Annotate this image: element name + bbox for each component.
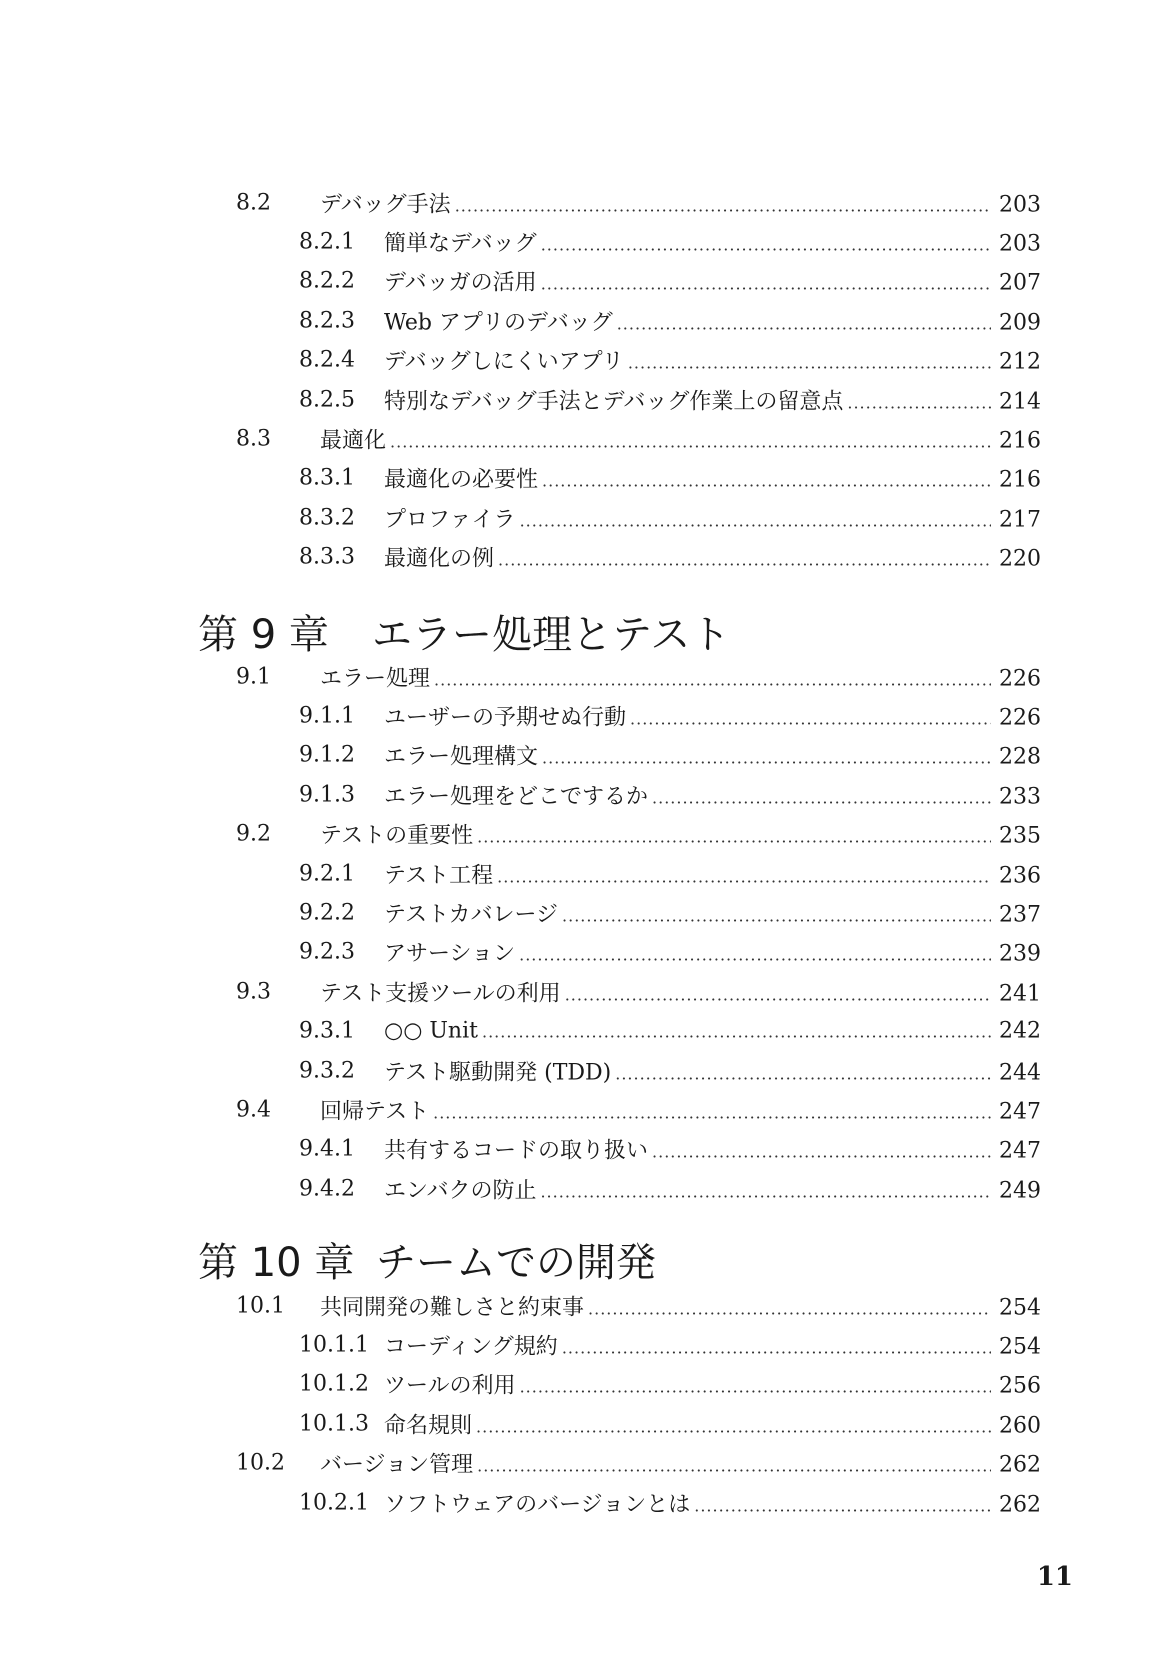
entry-title: 特別なデバッグ手法とデバッグ作業上の留意点 — [384, 389, 844, 415]
dot-leader — [588, 1299, 991, 1318]
dot-leader — [628, 354, 991, 373]
toc-entry[interactable] — [0, 459, 1165, 498]
entry-title: テストカバレージ — [384, 902, 559, 928]
chapter-heading-9[interactable] — [198, 606, 730, 656]
page-number: 11 — [1036, 1562, 1073, 1592]
entry-title: エンバクの防止 — [384, 1178, 537, 1204]
entry-number: 9.2.3 — [299, 939, 355, 965]
entry-page: 216 — [999, 467, 1041, 493]
entry-page: 260 — [999, 1413, 1041, 1439]
toc-entry[interactable] — [0, 893, 1165, 932]
entry-page: 262 — [999, 1452, 1041, 1478]
entry-title: ソフトウェアのバージョンとは — [384, 1492, 691, 1518]
entry-number: 10.1.2 — [299, 1371, 369, 1397]
entry-page: 220 — [999, 546, 1041, 572]
entry-number: 8.2 — [236, 190, 271, 216]
dot-leader — [482, 1023, 991, 1042]
chapter-number: 第 9 章 — [198, 611, 329, 658]
entry-page: 256 — [999, 1373, 1041, 1399]
entry-page: 254 — [999, 1334, 1041, 1360]
entry-title: 命名規則 — [384, 1413, 473, 1439]
dot-leader — [434, 670, 991, 689]
dot-leader — [694, 1496, 991, 1515]
dot-leader — [847, 393, 991, 412]
entry-number: 8.2.4 — [299, 347, 355, 373]
entry-title: 共有するコードの取り扱い — [384, 1138, 649, 1164]
toc-entry[interactable] — [0, 815, 1165, 854]
entry-title: テスト駆動開発 (TDD) — [384, 1060, 612, 1086]
dot-leader — [630, 710, 991, 729]
entry-number: 9.1 — [236, 664, 271, 690]
toc-entry[interactable] — [0, 1051, 1165, 1090]
entry-page: 212 — [999, 349, 1041, 375]
entry-page: 226 — [999, 666, 1041, 692]
entry-page: 228 — [999, 744, 1041, 770]
entry-page: 217 — [999, 507, 1041, 533]
dot-leader — [477, 1457, 991, 1476]
dot-leader — [541, 236, 991, 255]
dot-leader — [497, 867, 991, 886]
entry-title: デバッグ手法 — [320, 192, 451, 218]
entry-page: 247 — [999, 1138, 1041, 1164]
toc-entry[interactable] — [0, 222, 1165, 261]
toc-entry[interactable] — [0, 341, 1165, 380]
entry-title: デバッグしにくいアプリ — [384, 349, 624, 375]
entry-number: 9.4.2 — [299, 1176, 355, 1202]
entry-number: 10.1.1 — [299, 1332, 369, 1358]
entry-title: 回帰テスト — [320, 1099, 430, 1125]
toc-entry[interactable] — [0, 854, 1165, 893]
dot-leader — [615, 1064, 991, 1083]
entry-number: 10.2.1 — [299, 1490, 369, 1516]
entry-number: 9.4 — [236, 1097, 271, 1123]
dot-leader — [477, 828, 991, 847]
entry-title: プロファイラ — [384, 507, 516, 533]
entry-number: 8.2.3 — [299, 308, 355, 334]
entry-page: 242 — [999, 1018, 1041, 1044]
entry-page: 247 — [999, 1099, 1041, 1125]
entry-number: 8.3.3 — [299, 544, 355, 570]
entry-number: 9.1.3 — [299, 782, 355, 808]
entry-number: 9.1.2 — [299, 742, 355, 768]
entry-number: 9.3.2 — [299, 1058, 355, 1084]
toc-entry[interactable] — [0, 419, 1165, 458]
toc-entry[interactable] — [0, 657, 1165, 696]
dot-leader — [519, 946, 991, 965]
dot-leader — [498, 551, 991, 570]
toc-entry[interactable] — [0, 1404, 1165, 1443]
toc-block-chapter-9 — [0, 657, 1165, 1208]
entry-page: 244 — [999, 1060, 1041, 1086]
toc-entry[interactable] — [0, 498, 1165, 537]
chapter-number: 第 10 章 — [198, 1239, 355, 1286]
entry-number: 8.3 — [236, 426, 271, 452]
entry-title: エラー処理構文 — [384, 744, 539, 770]
entry-title: テスト支援ツールの利用 — [320, 981, 561, 1007]
entry-page: 237 — [999, 902, 1041, 928]
entry-page: 207 — [999, 270, 1041, 296]
entry-title: 共同開発の難しさと約束事 — [320, 1295, 585, 1321]
entry-number: 10.1 — [236, 1293, 285, 1319]
toc-entry[interactable] — [0, 1483, 1165, 1522]
entry-number: 9.1.1 — [299, 703, 355, 729]
entry-title: アサーション — [384, 941, 516, 967]
toc-entry[interactable] — [0, 1012, 1165, 1051]
toc-entry[interactable] — [0, 696, 1165, 735]
entry-number: 8.2.5 — [299, 387, 355, 413]
dot-leader — [541, 275, 991, 294]
toc-entry[interactable] — [0, 1325, 1165, 1364]
entry-title: 最適化の必要性 — [384, 467, 539, 493]
entry-title: Web アプリのデバッグ — [384, 310, 613, 336]
dot-leader — [390, 433, 991, 452]
entry-title: コーディング規約 — [384, 1334, 558, 1360]
toc-entry[interactable] — [0, 1130, 1165, 1169]
entry-number: 9.2.2 — [299, 900, 355, 926]
entry-title: エラー処理 — [320, 666, 431, 692]
entry-page: 236 — [999, 863, 1041, 889]
dot-leader — [542, 472, 991, 491]
entry-title: 最適化の例 — [384, 546, 495, 572]
toc-block-chapter-10 — [0, 1286, 1165, 1522]
entry-number: 9.2 — [236, 821, 271, 847]
entry-title: エラー処理をどこでするか — [384, 784, 649, 810]
dot-leader — [476, 1417, 991, 1436]
entry-title: ○○ Unit — [384, 1018, 478, 1044]
entry-title: テスト工程 — [384, 863, 494, 889]
toc-block-chapter-8 — [0, 183, 1165, 577]
entry-page: 203 — [999, 192, 1041, 218]
entry-page: 216 — [999, 428, 1041, 454]
toc-entry[interactable] — [0, 933, 1165, 972]
entry-page: 254 — [999, 1295, 1041, 1321]
entry-page: 239 — [999, 941, 1041, 967]
toc-entry[interactable] — [0, 380, 1165, 419]
entry-number: 9.4.1 — [299, 1136, 355, 1162]
entry-page: 235 — [999, 823, 1041, 849]
dot-leader — [652, 788, 991, 807]
dot-leader — [617, 314, 991, 333]
dot-leader — [540, 1182, 991, 1201]
dot-leader — [520, 1378, 991, 1397]
toc-entry[interactable] — [0, 1169, 1165, 1208]
toc-entry[interactable] — [0, 183, 1165, 222]
entry-number: 8.3.1 — [299, 465, 355, 491]
toc-entry[interactable] — [0, 1286, 1165, 1325]
entry-number: 8.2.2 — [299, 268, 355, 294]
entry-title: ツールの利用 — [384, 1373, 516, 1399]
toc-entry[interactable] — [0, 1090, 1165, 1129]
toc-entry[interactable] — [0, 1365, 1165, 1404]
chapter-title: エラー処理とテスト — [372, 611, 731, 658]
entry-title: テストの重要性 — [320, 823, 474, 849]
dot-leader — [562, 1339, 991, 1358]
entry-page: 241 — [999, 981, 1041, 1007]
entry-number: 10.2 — [236, 1450, 285, 1476]
dot-leader — [562, 907, 991, 926]
entry-page: 226 — [999, 705, 1041, 731]
toc-entry[interactable] — [0, 775, 1165, 814]
entry-number: 9.2.1 — [299, 861, 355, 887]
entry-number: 9.3.1 — [299, 1018, 355, 1044]
toc-entry[interactable] — [0, 972, 1165, 1011]
entry-title: 最適化 — [320, 428, 387, 454]
toc-entry[interactable] — [0, 538, 1165, 577]
dot-leader — [520, 511, 991, 530]
entry-page: 203 — [999, 231, 1041, 257]
entry-number: 10.1.3 — [299, 1411, 369, 1437]
entry-page: 209 — [999, 310, 1041, 336]
entry-number: 8.3.2 — [299, 505, 355, 531]
dot-leader — [433, 1103, 991, 1122]
entry-page: 233 — [999, 784, 1041, 810]
entry-title: バージョン管理 — [320, 1452, 474, 1478]
toc-entry[interactable] — [0, 1444, 1165, 1483]
dot-leader — [542, 749, 991, 768]
entry-number: 8.2.1 — [299, 229, 355, 255]
entry-page: 249 — [999, 1178, 1041, 1204]
toc-entry[interactable] — [0, 301, 1165, 340]
toc-entry[interactable] — [0, 736, 1165, 775]
entry-page: 214 — [999, 389, 1041, 415]
entry-title: 簡単なデバッグ — [384, 231, 537, 257]
entry-number: 9.3 — [236, 979, 271, 1005]
dot-leader — [455, 196, 991, 215]
chapter-title: チームでの開発 — [376, 1239, 656, 1286]
chapter-heading-10[interactable] — [198, 1234, 656, 1284]
dot-leader — [565, 985, 991, 1004]
dot-leader — [652, 1143, 991, 1162]
entry-title: ユーザーの予期せぬ行動 — [384, 705, 627, 731]
toc-entry[interactable] — [0, 262, 1165, 301]
entry-title: デバッガの活用 — [384, 270, 537, 296]
entry-page: 262 — [999, 1492, 1041, 1518]
